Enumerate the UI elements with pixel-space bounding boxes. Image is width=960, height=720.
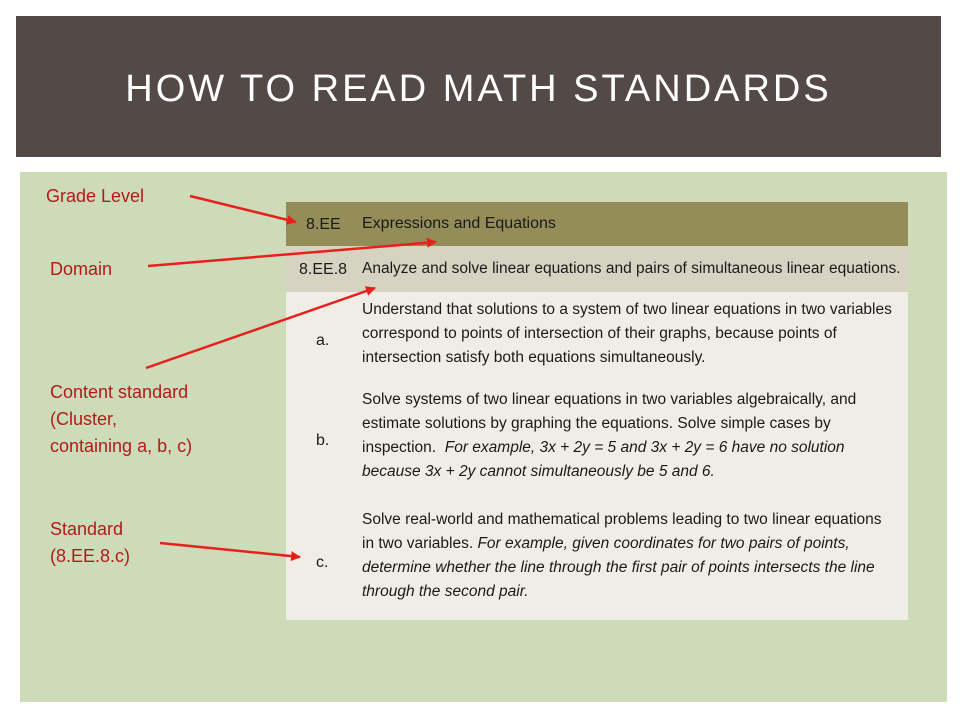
standard-b-line: Solve systems of two linear equations in two variables algebraically, and	[362, 391, 857, 408]
cluster-text: Analyze and solve linear equations and pairs of simultaneous linear equations.	[362, 260, 901, 277]
cluster-code: 8.EE.8	[299, 261, 348, 278]
standard-b-example-end: because 3x + 2y cannot simultaneously be 5 and 6.	[362, 463, 715, 480]
standard-c-example-end: through the second pair.	[362, 583, 529, 600]
standard-c-letter: c.	[316, 554, 329, 571]
standard-c-plain: in two variables.	[362, 535, 474, 552]
standard-b-line: estimate solutions by graphing the equations. Solve simple cases by	[362, 415, 831, 432]
arrow-domain	[148, 242, 436, 266]
label-standard-line: Standard	[50, 519, 124, 539]
label-standard-line: (8.EE.8.c)	[50, 546, 131, 566]
standard-a-line: intersection satisfy both equations simultaneously.	[362, 349, 706, 366]
domain-code: 8.EE	[306, 216, 341, 233]
slide-title: HOW TO READ MATH STANDARDS	[125, 68, 832, 110]
label-grade-level-text: Grade Level	[46, 186, 145, 206]
arrow-grade-level	[190, 196, 296, 222]
standard-a-line: Understand that solutions to a system of two linear equations in two variables	[362, 301, 892, 318]
standard-b-plain: inspection.	[362, 439, 437, 456]
standard-b-letter: b.	[316, 432, 330, 449]
label-content-standard-line: (Cluster,	[50, 409, 118, 429]
label-content-standard-line: containing a, b, c)	[50, 436, 193, 456]
standard-c-line: Solve real-world and mathematical problems leading to two linear equations	[362, 511, 882, 528]
standard-a-letter: a.	[316, 332, 330, 349]
standard-c-example-line: determine whether the line through the first pair of points intersects the line	[362, 559, 875, 576]
standard-c-example: For example, given coordinates for two pairs of points,	[477, 535, 850, 552]
label-domain-text: Domain	[50, 259, 113, 279]
standard-b-example: For example, 3x + 2y = 5 and 3x + 2y = 6 have no solution	[444, 439, 845, 456]
label-content-standard-line: Content standard	[50, 382, 189, 402]
standard-a-line: correspond to points of intersection of their graphs, because points of	[362, 325, 837, 342]
domain-text: Expressions and Equations	[362, 215, 556, 232]
arrow-content-standard	[146, 288, 375, 368]
arrow-standard	[160, 543, 300, 557]
